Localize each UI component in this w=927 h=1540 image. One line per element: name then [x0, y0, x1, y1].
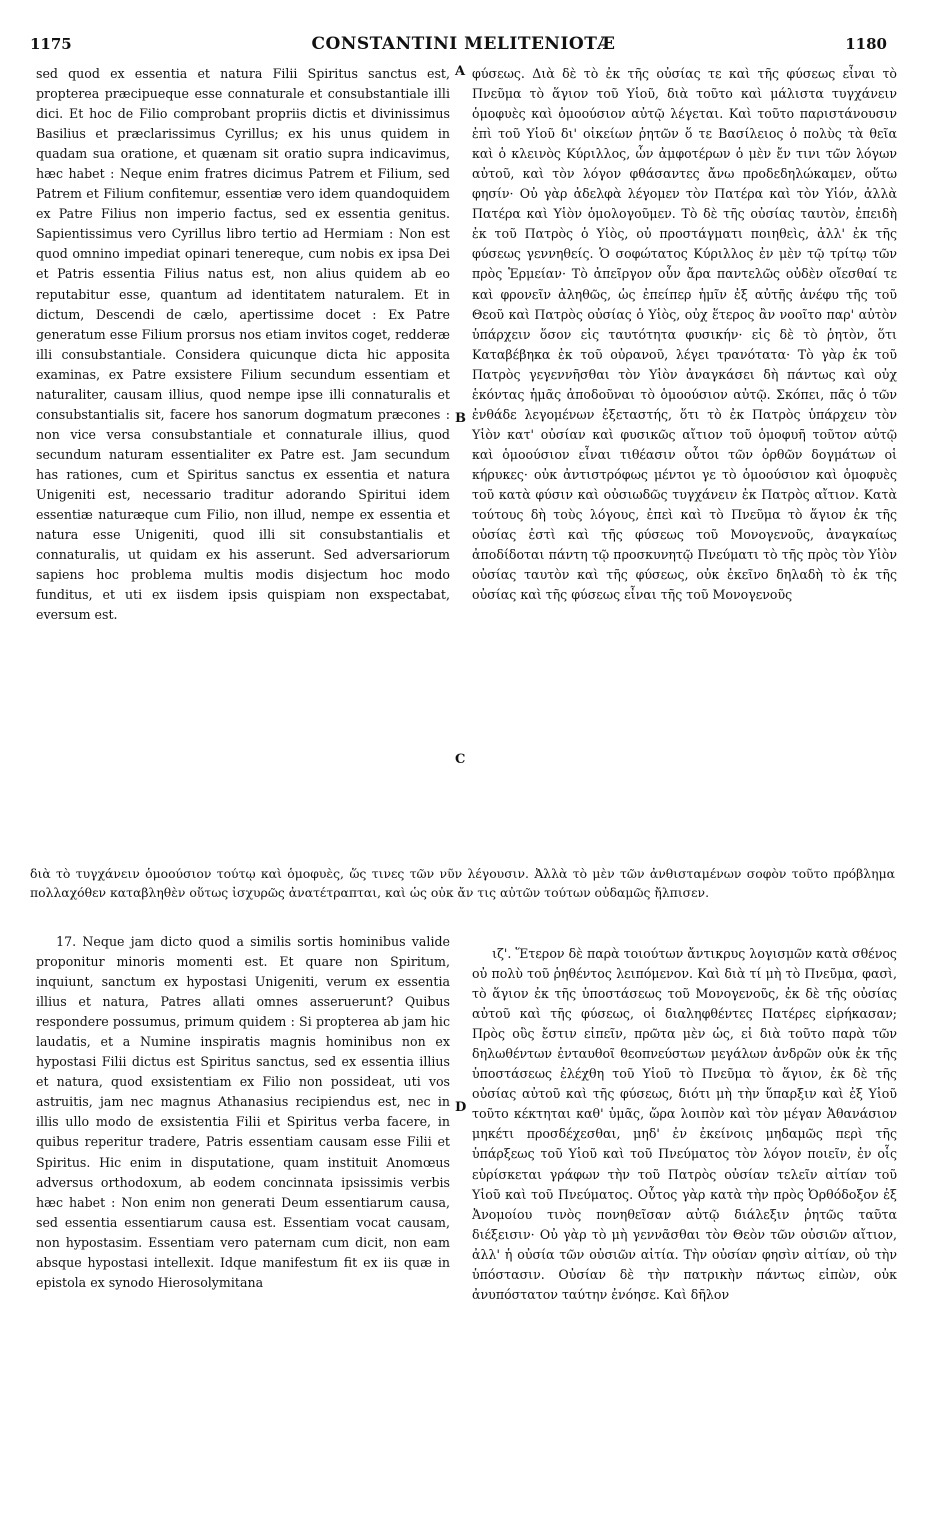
greek-column-top — [472, 64, 897, 605]
margin-marker-c: C — [455, 752, 466, 767]
latin-column-bottom — [36, 932, 450, 1293]
margin-marker-d: D — [455, 1100, 467, 1115]
latin-column-top — [36, 64, 450, 625]
running-title: CONSTANTINI MELITENIOTÆ — [311, 34, 616, 54]
greek-full-width-continuation — [30, 864, 895, 902]
page-number-right: 1180 — [845, 35, 887, 53]
greek-paragraph-1: φύσεως. Διὰ δὲ τὸ ἐκ τῆς οὐσίας τε καὶ τῆς φύσεως εἶναι τὸ Πνεῦμα τὸ ἅγιον τοῦ Υἱοῦ, διὰ τοῦτο καὶ μάλιστα τυγχάνειν ὁμοφυὲς καὶ ὁμοούσιον αὐτῷ λέγεται. Καὶ τοῦτο παριστάνουσιν ἐπὶ τοῦ Υἱοῦ δι' οἰκείων ῥητῶν ὅ τε Βασίλειος ὁ πολὺς τὰ θεῖα καὶ ὁ κλεινὸς Κύριλλος, ὧν ἀμφοτέρων ὁ μὲν ἔν τινι τῶν λόγων αὐτοῦ, καὶ τὸν λόγον φθάσαντες ἄνω προδεδηλώκαμεν, οὕτω φησίν· Οὐ γὰρ ἀδελφὰ λέγομεν τὸν Πατέρα καὶ τὸν Υἱόν, ἀλλὰ Πατέρα καὶ Υἱὸν ὁμολογοῦμεν. Τὸ δὲ τῆς οὐσίας ταυτὸν, ἐπειδὴ ἐκ τοῦ Πατρὸς ὁ Υἱὸς, οὐ προστάγματι ποιηθεὶς, ἀλλ' ἐκ τῆς φύσεως γεννηθείς. Ὁ σοφώτατος Κύριλλος ἐν μὲν τῷ τρίτῳ τῶν πρὸς Ἑρμείαν· Τὸ ἀπεῖργον οὖν ἄρα παντελῶς οὐδὲν οἴεσθαί τε καὶ φρονεῖν ἀληθῶς, ὡς ἐπείπερ ἡμῖν ἐξ αὐτῆς ἀνέφυ τῆς τοῦ Θεοῦ καὶ Πατρὸς οὐσίας ὁ Υἱὸς, οὐχ ἕτερος ἂν νοοῖτο παρ' αὐτὸν ὑπάρχειν ὅσον εἰς ταυτότητα φυσικήν· εἰς δὲ τὸ ῥητὸν, ὅτι Καταβέβηκα ἐκ τοῦ οὐρανοῦ, λέγει τρανότατα· Τὸ γὰρ ἐκ τοῦ Πατρὸς γεγεννῆσθαι τὸν Υἱὸν ἀναγκάσει δὴ πάντως καὶ οὐχ ἑκόντας ἡμᾶς ἀποδοῦναι τὸ ὁμοούσιον αὐτῷ. Σκόπει, πᾶς ὁ τῶν ἐνθάδε λεγομένων ἐξεταστής, ὅτι τὸ ἐκ Πατρὸς ὑπάρχειν τὸν Υἱὸν κατ' οὐσίαν καὶ φυσικῶς αἴτιον τοῦ ὁμοφυῆ τοῦτον αὐτῷ καὶ ὁμοούσιον εἶναι τιθέασιν οὗτοι τῶν ὀρθῶν δογμάτων οἱ κήρυκες· οὐκ ἀντιστρόφως μέντοι γε τὸ ὁμοούσιον καὶ ὁμοφυὲς τοῦ κατὰ φύσιν καὶ οὐσιωδῶς τυγχάνειν ἐκ Πατρὸς αἴτιον. Κατὰ τούτους δὴ τοὺς λόγους, ἐπεὶ καὶ τὸ Πνεῦμα τὸ ἅγιον ἐκ τῆς οὐσίας ἐστὶ καὶ τῆς φύσεως τοῦ Μονογενοῦς, ἀναγκαίως ἀποδίδοται πάντη τῷ προσκυνητῷ Πνεύματι τὸ τῆς πρὸς τὸν Υἱὸν οὐσίας ταυτὸν καὶ τῆς φύσεως, οὐκ ἐκεῖνο δηλαδὴ τὸ ἐκ τῆς οὐσίας καὶ τῆς φύσεως εἶναι τῆς τοῦ Μονογενοῦς — [472, 66, 897, 603]
latin-paragraph-17: 17. Neque jam dicto quod a similis sortis hominibus valide proponitur minoris momenti est. Et quare non Spiritum, inquiunt, sanctum ex hypostasi Unigeniti, verum ex essentia illius et natura, Patres allati omnes asseruerunt? Quibus respondere possumus, primum quidem : Si propterea ab jam hic laudatis, et a Numine inspiratis magnis hominibus non ex hypostasi Filii dictus est Spiritus sanctus, sed ex essentia illius et natura, quod exsistentiam ex Filio non possideat, uti vos astruitis, jam nec magnus Athanasius recipiendus est, nec in illis ullo modo de exsistentia Filii et Spiritus verba facere, in quibus reperitur tradere, Patris essentiam causam esse Filii et Spiritus. Hic enim in disputatione, quam instituit Anomœus adversus orthodoxum, ab eodem concinnata ipsissimis verbis hæc habet : Non enim non generati Deum essentiarum causa, sed essentia essentiarum causa est. Essentiam vocat causam, non hypostasim. Essentiam vero paternam cum dicit, non eam absque hypostasi intellexit. Idque manifestum fit ex iis quæ in epistola ex synodo Hierosolymitana — [36, 934, 450, 1290]
greek-paragraph-17: ιζ'. Ἕτερον δὲ παρὰ τοιούτων ἄντικρυς λογισμῶν κατὰ σθένος οὐ πολὺ τοῦ ῥηθέντος λειπόμενον. Καὶ διὰ τί μὴ τὸ Πνεῦμα, φασὶ, τὸ ἅγιον ἐκ τῆς ὑποστάσεως τοῦ Μονογενοῦς, ἐκ δὲ τῆς οὐσίας αὐτοῦ καὶ τῆς φύσεως, οἱ διαληφθέντες Πατέρες εἰρήκασαν; Πρὸς οὓς ἔστιν εἰπεῖν, πρῶτα μὲν ὡς, εἰ διὰ τοῦτο παρὰ τῶν δηλωθέντων ἐνταυθοῖ θεοπνεύστων μεγάλων ἀνδρῶν οὐκ ἐκ τῆς ὑποστάσεως ἐλέχθη τοῦ Υἱοῦ τὸ Πνεῦμα τὸ ἅγιον, ἐκ δὲ τῆς οὐσίας αὐτοῦ καὶ τῆς φύσεως, διότι μὴ τὴν ὕπαρξιν καὶ ἐξ Υἱοῦ τοῦτο κέκτηται καθ' ὑμᾶς, ὥρα λοιπὸν καὶ τὸν μέγαν Ἀθανάσιον μηκέτι προσδέχεσθαι, μηδ' ἐν ἐκείνοις μηδαμῶς περὶ τῆς ὑπάρξεως τοῦ Υἱοῦ καὶ τοῦ Πνεύματος τὸν λόγον ποιεῖν, ἐν οἷς εὑρίσκεται γράφων τὴν τοῦ Πατρὸς οὐσίαν τελεῖν αἰτίαν τοῦ Υἱοῦ καὶ τοῦ Πνεύματος. Οὗτος γὰρ κατὰ τὴν πρὸς Ὀρθόδοξον ἐξ Ἀνομοίου τινὸς πονηθεῖσαν αὐτῷ διάλεξιν ῥητῶς ταῦτα διέξεισιν· Οὐ γὰρ τὸ μὴ γεννᾶσθαι τὸν Θεὸν τῶν οὐσιῶν αἴτιον, ἀλλ' ἡ οὐσία τῶν οὐσιῶν αἰτία. Τὴν οὐσίαν φησὶν αἰτίαν, οὐ τὴν ὑπόστασιν. Οὐσίαν δὲ τὴν πατρικὴν πάντως εἰπὼν, οὐκ ἀνυπόστατον ταύτην ἐνόησε. Καὶ δῆλον — [472, 946, 897, 1302]
greek-column-bottom — [472, 944, 897, 1305]
margin-marker-a: A — [455, 64, 466, 79]
greek-paragraph-continuation: διὰ τὸ τυγχάνειν ὁμοούσιον τούτῳ καὶ ὁμοφυὲς, ὥς τινες τῶν νῦν λέγουσιν. Ἀλλὰ τὸ μὲν τῶν ἀνθισταμένων σοφὸν τοῦτο πρόβλημα πολλαχόθεν καταβληθὲν οὕτως ἰσχυρῶς ἀνατέτραπται, καὶ ὡς οὐκ ἄν τις αὐτῶν τούτων οὐδαμῶς ἤλπισεν. — [30, 866, 895, 900]
latin-paragraph-1: sed quod ex essentia et natura Filii Spiritus sanctus est, propterea præcipueque esse connaturale et consubstantiale illi dici. Et hoc de Filio comprobant propriis dictis et divinissimus Basilius et præclarissimus Cyrillus; ex his unus quidem in quadam sua oratione, et quænam sit oratio supra indicavimus, hæc habet : Neque enim fratres dicimus Patrem et Filium, sed Patrem et Filium confitemur, essentiæ vero idem quandoquidem ex Patre Filius non imperio factus, sed ex essentia genitus. Sapientissimus vero Cyrillus libro tertio ad Hermiam : Non est quod omnino impediat opinari tenereque, cum nobis ex ipsa Dei et Patris essentia Filius natus est, non alius quidem ab eo reputabitur esse, quantum ad identitatem naturalem. Et in dictum, Descendi de cælo, apertissime docet : Ex Patre generatum esse Filium prorsus nos etiam invitos coget, redderæ illi consubstantiale. Considera quicunque dicta hic apposita examinas, ex Patre exsistere Filium secundum essentiam et naturaliter, causam illius, quod nempe ipse illi connaturalis et consubstantialis sit, facere hos sanorum dogmatum præcones : non vice versa consubstantiale et connaturale illius, quod secundum naturam essentialiter ex Patre est. Jam secundum has rationes, cum et Spiritus sanctus ex essentia et natura Unigeniti est, necessario traditur adorando Spiritui idem essentiæ naturæque cum Filio, non illud, nempe ex essentia et natura esse Unigeniti, quod illi sit consubstantialis et connaturalis, ut quidam ex his asserunt. Sed adversariorum sapiens hoc problema multis modis disjectum hoc modo funditus, et uti ex iisdem ipsis quispiam non exspectabat, eversum est. — [36, 66, 450, 623]
page-number-left: 1175 — [30, 35, 72, 53]
margin-marker-b: B — [455, 411, 466, 426]
